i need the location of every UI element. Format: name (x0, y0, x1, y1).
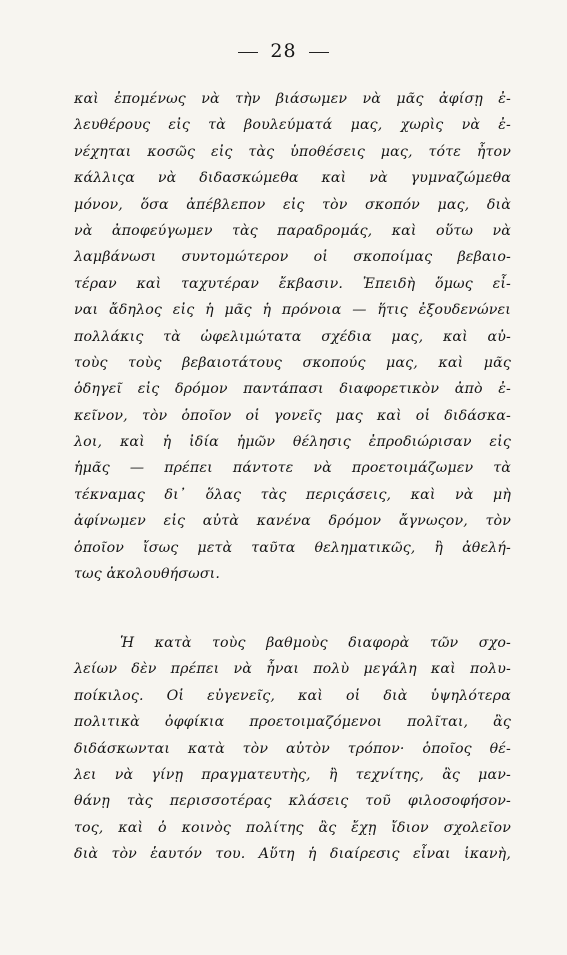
text-line: διὰ τὸν ἑαυτόν του. Αὕτη ἡ διαίρεσις εἶναι ἱκανὴ, (74, 846, 511, 863)
text-line: μόνον, ὅσα ἀπέβλεπον εἰς τὸν σκοπόν μας, διὰ (74, 196, 511, 213)
text-line: κεῖνον, τὸν ὁποῖον οἱ γονεῖς μας καὶ οἱ διδάσκα- (74, 407, 511, 424)
text-line: τέραν καὶ ταχυτέραν ἔκβασιν. Ἐπειδὴ ὅμως εἶ- (74, 275, 511, 292)
header-dash-right (309, 52, 329, 53)
text-line: λοι, καὶ ἡ ἰδία ἡμῶν θέλησις ἐπροδιώρισαν εἰς (74, 434, 511, 451)
text-line: ἡμᾶς — πρέπει πάντοτε νὰ προετοιμάζωμεν τὰ (74, 460, 511, 477)
text-line: λαμβάνωσι συντομώτερον οἱ σκοποίμας βεβαιο- (74, 249, 511, 266)
text-line: διδάσκωνται κατὰ τὸν αὐτὸν τρόπον· ὁποῖος θέ- (74, 740, 511, 757)
text-line: κάλλιςα νὰ διδασκώμεθα καὶ νὰ γυμναζώμεθα (74, 170, 511, 187)
text-line: λει νὰ γίνῃ πραγματευτὴς, ἢ τεχνίτης, ἂς μαν- (74, 766, 511, 783)
text-line: πολλάκις τὰ ὠφελιμώτατα σχέδια μας, καὶ αὐ- (74, 328, 511, 345)
text-line: ὁδηγεῖ εἰς δρόμον παντάπασι διαφορετικὸν ἀπὸ ἐ- (74, 381, 511, 398)
text-line: ἀφίνωμεν εἰς αὐτὰ κανένα δρόμον ἄγνωςον, τὸν (74, 513, 511, 530)
text-line: τοὺς τοὺς βεβαιοτάτους σκοπούς μας, καὶ μᾶς (74, 354, 511, 371)
text-line: τέκναμας δι᾽ ὅλας τὰς περιςάσεις, καὶ νὰ μὴ (74, 486, 511, 503)
text-line: ναι ἄδηλος εἰς ἡ μᾶς ἡ πρόνοια — ἥτις ἐξουδενώνει (74, 302, 511, 319)
paragraph-2 (74, 630, 511, 868)
text-line: Ἡ κατὰ τοὺς βαθμοὺς διαφορὰ τῶν σχο- (120, 635, 511, 651)
text-line: τως ἀκολουθήσωσι. (74, 566, 221, 583)
page-header (0, 40, 567, 62)
text-line: τος, καὶ ὁ κοινὸς πολίτης ἂς ἔχῃ ἴδιον σχολεῖον (74, 819, 511, 836)
text-line: πολιτικὰ ὀφφίκια προετοιμαζόμενοι πολῖται, ἂς (74, 714, 511, 731)
text-line: νὰ ἀποφεύγωμεν τὰς παραδρομάς, καὶ οὕτω νὰ (74, 222, 511, 239)
text-line: λείων δὲν πρέπει νὰ ἦναι πολὺ μεγάλη καὶ πολυ- (74, 661, 511, 678)
text-line: νέχηται κοσῶς εἰς τὰς ὑποθέσεις μας, τότε ἦτον (74, 143, 511, 160)
text-line: λευθέρους εἰς τὰ βουλεύματά μας, χωρὶς νὰ ἐ- (74, 117, 511, 134)
text-line: καὶ ἐπομένως νὰ τὴν βιάσωμεν νὰ μᾶς ἀφίσῃ ἐ- (74, 91, 511, 107)
page-number: 28 (270, 40, 297, 62)
text-line: ὁποῖον ἴσως μετὰ ταῦτα θεληματικῶς, ἢ ἀθελή- (74, 539, 511, 556)
header-dash-left (238, 52, 258, 53)
text-line: θάνῃ τὰς περισσοτέρας κλάσεις τοῦ φιλοσοφήσον- (74, 793, 511, 810)
paragraph-1 (74, 86, 511, 587)
text-line: ποίκιλος. Οἱ εὐγενεῖς, καὶ οἱ διὰ ὑψηλότερα (74, 687, 511, 704)
